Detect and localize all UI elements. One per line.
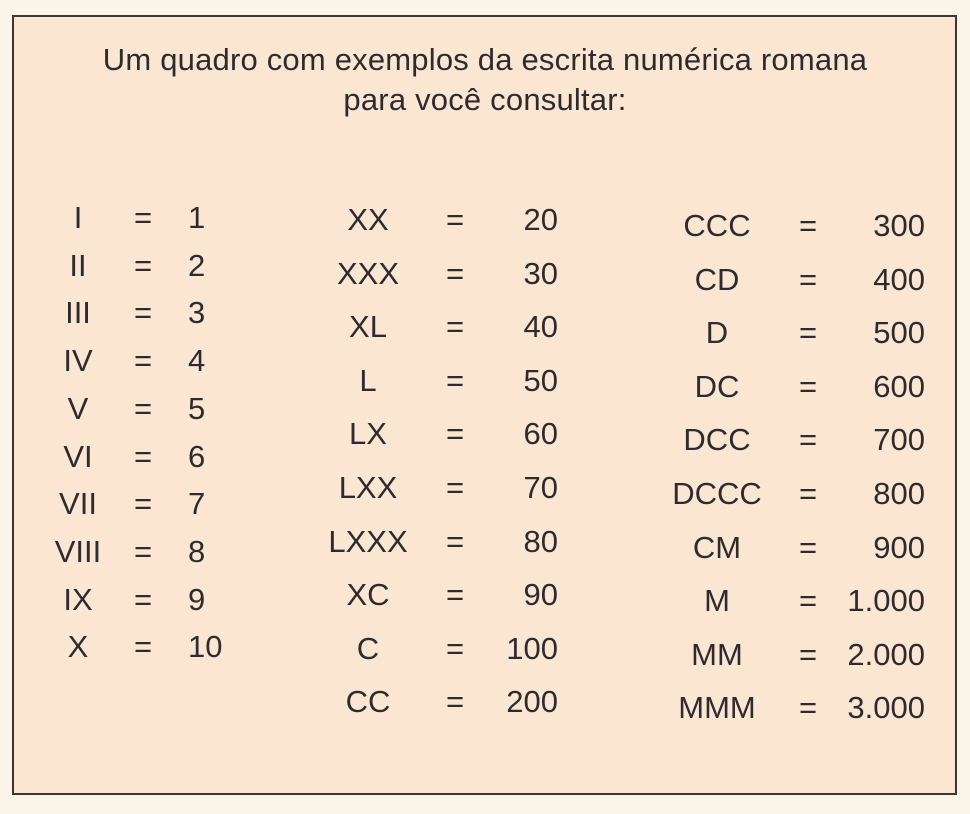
- equals-sign: =: [798, 422, 818, 458]
- equals-sign: =: [445, 416, 465, 452]
- roman-numeral: LX: [349, 416, 387, 452]
- page-title: [0, 40, 970, 120]
- table-row: [0, 528, 970, 568]
- roman-numeral: XX: [347, 202, 389, 237]
- roman-numeral: DC: [694, 368, 740, 404]
- equals-sign: =: [798, 368, 818, 404]
- roman-numeral: CD: [694, 261, 740, 297]
- arabic-value: 500: [873, 315, 925, 351]
- equals-sign: =: [445, 630, 465, 666]
- roman-numeral: II: [69, 247, 87, 283]
- roman-numeral: MMM: [678, 690, 756, 726]
- equals-sign: =: [798, 636, 818, 672]
- arabic-value: 70: [523, 470, 558, 505]
- equals-sign: =: [445, 684, 465, 720]
- arabic-value: 7: [188, 486, 206, 522]
- equals-sign: =: [133, 390, 153, 426]
- equals-sign: =: [133, 295, 153, 331]
- roman-numeral: M: [704, 583, 730, 619]
- arabic-value: 100: [506, 630, 558, 666]
- arabic-value: 80: [523, 523, 558, 559]
- roman-numeral: DCC: [683, 422, 751, 458]
- arabic-value: 4: [188, 343, 206, 379]
- arabic-value: 3.000: [847, 690, 925, 726]
- arabic-value: 900: [873, 529, 925, 565]
- arabic-value: 800: [873, 476, 925, 511]
- roman-numeral: XC: [346, 577, 390, 613]
- equals-sign: =: [133, 200, 153, 235]
- roman-numeral: DCCC: [672, 476, 762, 511]
- arabic-value: 40: [523, 309, 558, 345]
- equals-sign: =: [798, 315, 818, 351]
- roman-numeral: VI: [63, 438, 93, 474]
- roman-numeral: VII: [59, 486, 97, 522]
- equals-sign: =: [445, 255, 465, 291]
- equals-sign: =: [445, 202, 465, 237]
- roman-numeral: I: [73, 200, 83, 235]
- equals-sign: =: [798, 583, 818, 619]
- equals-sign: =: [445, 577, 465, 613]
- roman-numeral: CM: [692, 529, 742, 565]
- roman-numeral: C: [356, 630, 380, 666]
- arabic-value: 300: [873, 208, 925, 243]
- arabic-value: 5: [188, 390, 206, 426]
- table-row: [0, 474, 970, 514]
- arabic-value: 1.000: [847, 583, 925, 619]
- equals-sign: =: [133, 533, 153, 569]
- arabic-value: 20: [523, 202, 558, 237]
- table-row: [0, 581, 970, 621]
- arabic-value: 8: [188, 533, 206, 569]
- equals-sign: =: [798, 261, 818, 297]
- arabic-value: 1: [188, 200, 206, 235]
- roman-numeral: L: [359, 362, 377, 398]
- roman-numeral: XL: [349, 309, 387, 345]
- equals-sign: =: [133, 438, 153, 474]
- equals-sign: =: [133, 581, 153, 617]
- roman-numeral: D: [705, 315, 729, 351]
- arabic-value: 50: [523, 362, 558, 398]
- roman-numeral: IX: [63, 581, 93, 617]
- equals-sign: =: [445, 309, 465, 345]
- roman-numeral: V: [67, 390, 89, 426]
- arabic-value: 400: [873, 261, 925, 297]
- roman-numeral: CCC: [683, 208, 751, 243]
- table-row: [0, 635, 970, 675]
- table-row: [0, 206, 970, 246]
- table-row: [0, 367, 970, 407]
- arabic-value: 9: [188, 581, 206, 617]
- arabic-value: 3: [188, 295, 206, 331]
- equals-sign: =: [798, 208, 818, 243]
- equals-sign: =: [445, 523, 465, 559]
- arabic-value: 2.000: [847, 636, 925, 672]
- equals-sign: =: [798, 690, 818, 726]
- arabic-value: 600: [873, 368, 925, 404]
- equals-sign: =: [133, 629, 153, 665]
- roman-numeral: CC: [345, 684, 391, 720]
- table-row: [0, 313, 970, 353]
- arabic-value: 700: [873, 422, 925, 458]
- arabic-value: 90: [523, 577, 558, 613]
- equals-sign: =: [798, 529, 818, 565]
- roman-numeral: MM: [691, 636, 743, 672]
- arabic-value: 10: [188, 629, 223, 665]
- roman-numeral: X: [67, 629, 89, 665]
- title-line-2: para você consultar:: [343, 82, 627, 117]
- arabic-value: 6: [188, 438, 206, 474]
- equals-sign: =: [445, 470, 465, 505]
- table-row: [0, 688, 970, 728]
- arabic-value: 2: [188, 247, 206, 283]
- title-line-1: Um quadro com exemplos da escrita numérica romana: [102, 42, 868, 77]
- equals-sign: =: [133, 343, 153, 379]
- table-row: [0, 420, 970, 460]
- arabic-value: 30: [523, 255, 558, 291]
- roman-numeral: IV: [63, 343, 93, 379]
- roman-numeral: XXX: [336, 255, 400, 291]
- roman-numeral: VIII: [54, 533, 102, 569]
- arabic-value: 200: [506, 684, 558, 720]
- roman-numeral: LXX: [338, 470, 398, 505]
- equals-sign: =: [445, 362, 465, 398]
- arabic-value: 60: [523, 416, 558, 452]
- equals-sign: =: [133, 247, 153, 283]
- equals-sign: =: [133, 486, 153, 522]
- roman-numeral: III: [65, 295, 91, 331]
- roman-numeral: LXXX: [328, 523, 408, 559]
- table-row: [0, 260, 970, 300]
- equals-sign: =: [798, 476, 818, 511]
